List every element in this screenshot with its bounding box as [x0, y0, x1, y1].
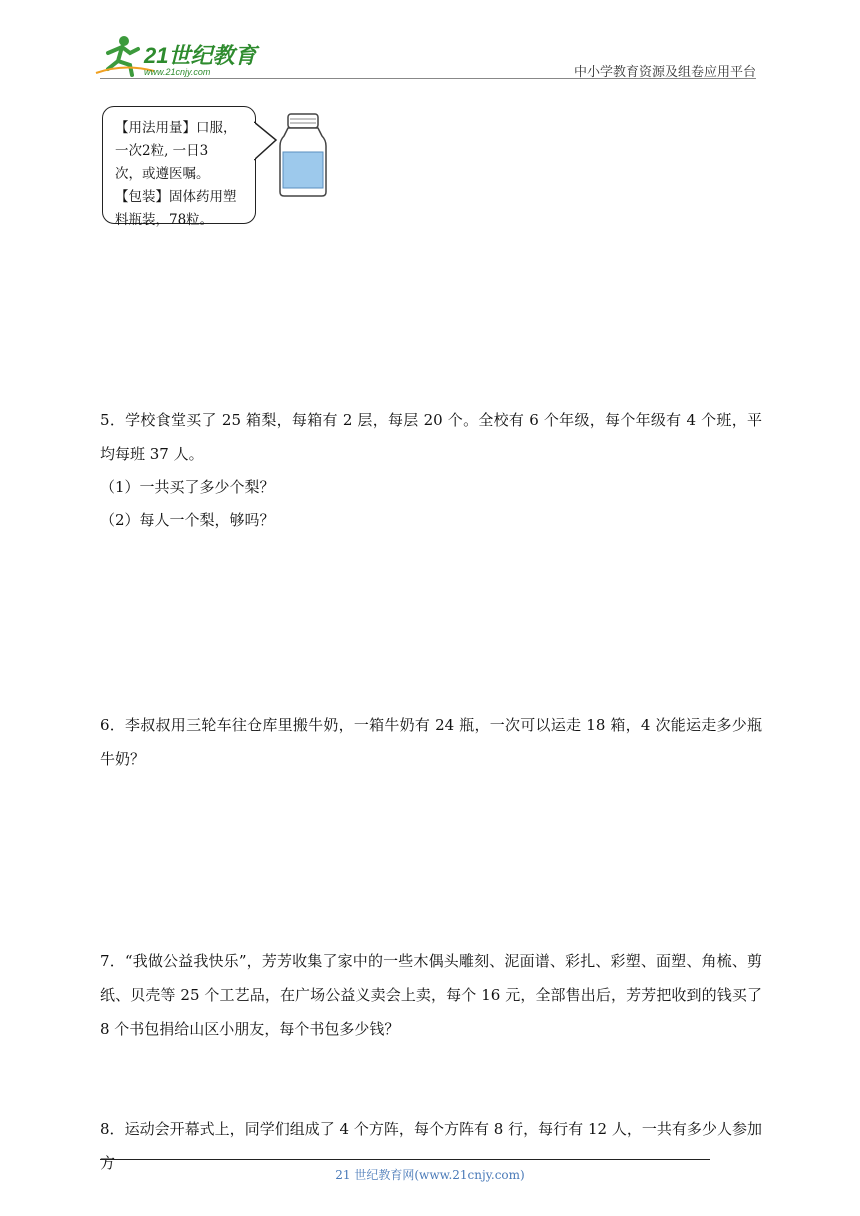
svg-text:21世纪教育: 21世纪教育 — [144, 43, 257, 68]
question-text: 8．运动会开幕式上，同学们组成了 4 个方阵，每个方阵有 8 行，每行有 12 人，一共有多少人参加方 — [100, 1120, 762, 1172]
svg-text:www.21cnjy.com: www.21cnjy.com — [144, 67, 211, 77]
medicine-bottle-icon — [276, 112, 330, 198]
footer-divider — [100, 1159, 710, 1160]
question-text: 7．“我做公益我快乐”，芳芳收集了家中的一些木偶头雕刻、泥面谱、彩扎、彩塑、面塑、角梳、剪纸、贝壳等 25 个工艺品，在广场公益义卖会上卖，每个 16 元，全部售出后，芳芳把收到的钱买了 8 个书包捐给山区小朋友，每个书包多少钱？ — [100, 952, 762, 1038]
question-5-part-2: （2）每人一个梨，够吗？ — [100, 511, 275, 529]
bubble-line: 一次2粒, 一日3 — [115, 143, 209, 159]
site-title: 中小学教育资源及组卷应用平台 — [573, 65, 756, 80]
bubble-line: 次，或遵医嘱。 — [115, 166, 210, 182]
question-5 — [100, 403, 762, 471]
medicine-info-bubble — [102, 106, 256, 228]
question-text: 5．学校食堂买了 25 箱梨，每箱有 2 层，每层 20 个。全校有 6 个年级，每个年级有 4 个班，平均每班 37 人。 — [100, 411, 762, 463]
question-6 — [100, 708, 762, 776]
bubble-line: 【包装】固体药用塑 — [115, 189, 237, 205]
question-5-part-1: （1）一共买了多少个梨？ — [100, 478, 275, 496]
question-7 — [100, 944, 762, 1046]
question-text: 6．李叔叔用三轮车往仓库里搬牛奶，一箱牛奶有 24 瓶，一次可以运走 18 箱，4 次能运走多少瓶牛奶？ — [100, 716, 762, 768]
footer-link[interactable]: 21 世纪教育网(www.21cnjy.com) — [335, 1168, 525, 1182]
bubble-line: 料瓶装，78粒。 — [115, 212, 214, 228]
header-divider — [100, 78, 756, 79]
bubble-line: 【用法用量】口服， — [115, 120, 237, 136]
site-logo — [94, 33, 264, 83]
